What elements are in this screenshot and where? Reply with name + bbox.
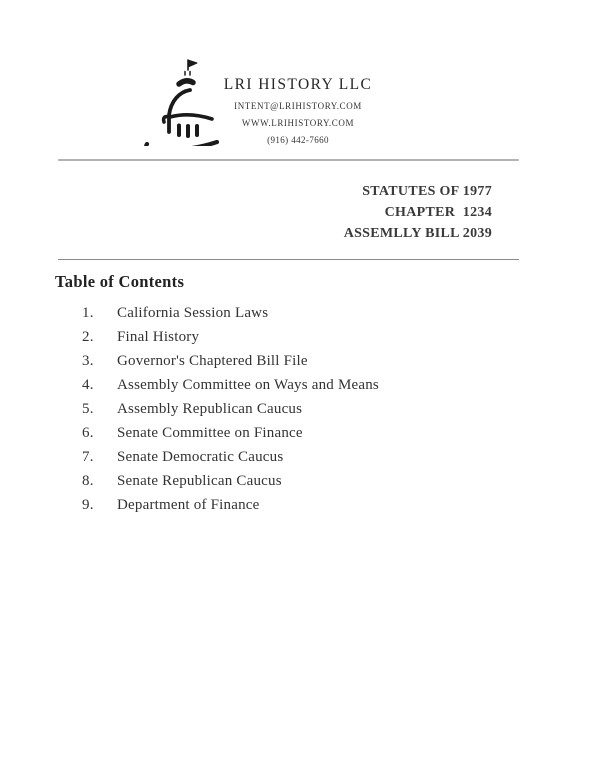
assembly-bill-line: ASSEMLLY BILL 2039 (343, 226, 492, 241)
horizontal-rule-bottom (58, 259, 519, 260)
toc-item (82, 493, 379, 517)
toc-title: Table of Contents (55, 272, 185, 291)
company-name: LRI HISTORY LLC (223, 76, 373, 93)
toc-item-label: Assembly Committee on Ways and Means (117, 377, 379, 394)
toc-item (82, 445, 379, 469)
toc-item (82, 350, 379, 374)
toc-item (82, 374, 379, 398)
toc-item (82, 398, 379, 422)
toc-item-label: California Session Laws (117, 305, 269, 322)
toc-item (82, 421, 379, 445)
toc-list (82, 302, 379, 517)
toc-item-label: Senate Committee on Finance (117, 424, 303, 441)
toc-item-label: Assembly Republican Caucus (117, 401, 303, 417)
toc-item-number: 3. (82, 353, 94, 370)
toc-item (82, 469, 379, 493)
toc-item-number: 2. (82, 329, 94, 346)
toc-item-label: Department of Finance (117, 496, 260, 513)
company-email: INTENT@LRIHISTORY.COM (234, 101, 362, 111)
toc-item-label: Senate Democratic Caucus (117, 448, 284, 465)
toc-item-number: 7. (82, 448, 94, 465)
toc-item (82, 326, 379, 350)
company-phone: (916) 442-7660 (267, 135, 329, 145)
toc-item-number: 8. (82, 472, 94, 489)
toc-item-label: Governor's Chaptered Bill File (117, 353, 308, 370)
toc-item-number: 5. (82, 401, 94, 417)
toc-item-label: Senate Republican Caucus (117, 472, 282, 489)
toc-item (82, 302, 379, 326)
statute-reference-block (262, 181, 492, 244)
toc-item-number: 1. (82, 305, 94, 322)
letterhead (203, 75, 393, 146)
statutes-line: STATUTES OF 1977 (362, 184, 492, 199)
horizontal-rule-top (58, 159, 519, 161)
toc-item-number: 4. (82, 377, 94, 394)
toc-item-number: 9. (82, 496, 94, 513)
company-website: WWW.LRIHISTORY.COM (241, 118, 355, 128)
chapter-line: CHAPTER 1234 (384, 205, 492, 220)
toc-item-number: 6. (82, 424, 94, 441)
toc-item-label: Final History (117, 329, 200, 346)
